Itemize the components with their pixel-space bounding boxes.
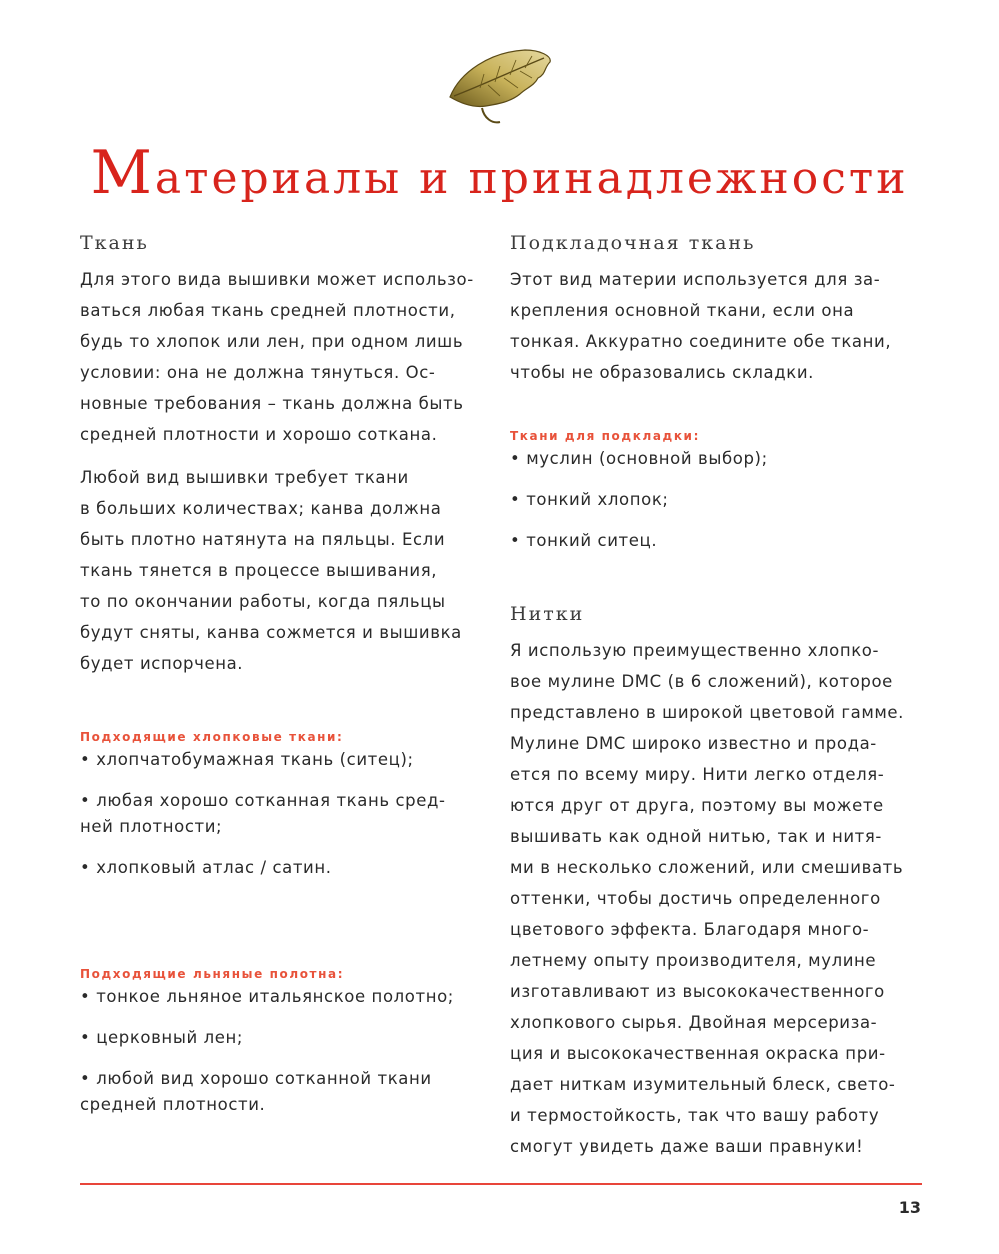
lining-paragraph: Этот вид материи используется для за- крепления основной ткани, если она тонкая. Аккуратно соедините обе ткани, чтобы не образовались складки. bbox=[510, 270, 892, 382]
list-item: • тонкий хлопок; bbox=[510, 487, 930, 513]
fabric-heading: Ткань bbox=[80, 232, 149, 254]
list-item: • хлопчатобумажная ткань (ситец); bbox=[80, 747, 495, 773]
fabric-paragraph-2: Любой вид вышивки требует ткани в больших количествах; канва должна быть плотно натянута на пяльцы. Если ткань тянется в процессе вышивания, то по окончании работы, когда пяльцы будут сняты, канва сожмется и вышивка будет испорчена. bbox=[80, 468, 462, 673]
fabric-paragraph-1: Для этого вида вышивки может использо- ваться любая ткань средней плотности, будь то хлопок или лен, при одном лишь условии: она не должна тянуться. Ос- новные требования – ткань должна быть средней плотности и хорошо соткана. bbox=[80, 270, 474, 444]
threads-heading: Нитки bbox=[510, 603, 585, 625]
list-item: • церковный лен; bbox=[80, 1025, 495, 1051]
page-number: 13 bbox=[898, 1198, 921, 1217]
lining-heading: Подкладочная ткань bbox=[510, 232, 756, 254]
list-item: • тонкое льняное итальянское полотно; bbox=[80, 984, 495, 1010]
left-column bbox=[80, 228, 495, 1133]
lining-subheading: Ткани для подкладки: bbox=[510, 429, 700, 443]
lining-list bbox=[510, 446, 930, 554]
right-column bbox=[510, 228, 930, 1174]
list-item: • любой вид хорошо сотканной ткани средней плотности. bbox=[80, 1066, 495, 1118]
title-rest: атериалы и принадлежности bbox=[154, 153, 909, 204]
page-title bbox=[0, 138, 999, 208]
leaf-icon bbox=[440, 42, 560, 132]
linen-subheading: Подходящие льняные полотна: bbox=[80, 967, 345, 981]
list-item: • хлопковый атлас / сатин. bbox=[80, 855, 495, 881]
linen-list bbox=[80, 984, 495, 1118]
list-item: • тонкий ситец. bbox=[510, 528, 930, 554]
footer-divider bbox=[80, 1183, 922, 1185]
threads-paragraph: Я использую преимущественно хлопко- вое мулине DMC (в 6 сложений), которое представлено в широкой цветовой гамме. Мулине DMC широко известно и прода- ется по всему миру. Нити легко отделя- ются друг от друга, поэтому вы можете вышивать как одной нитью, так и нитя- ми в несколько сложений, или смешивать оттенки, чтобы достичь определенного цветового эффекта. Благодаря много- летнему опыту производителя, мулине изготавливают из высококачественного хлопкового сырья. Двойная мерсериза- ция и высококачественная окраска при- дает ниткам изумительный блеск, свето- и термостойкость, так что вашу работу смогут увидеть даже ваши правнуки! bbox=[510, 641, 905, 1156]
list-item: • любая хорошо сотканная ткань сред- ней плотности; bbox=[80, 788, 495, 840]
title-initial: М bbox=[90, 138, 155, 208]
list-item: • муслин (основной выбор); bbox=[510, 446, 930, 472]
cotton-subheading: Подходящие хлопковые ткани: bbox=[80, 730, 344, 744]
cotton-list bbox=[80, 747, 495, 881]
